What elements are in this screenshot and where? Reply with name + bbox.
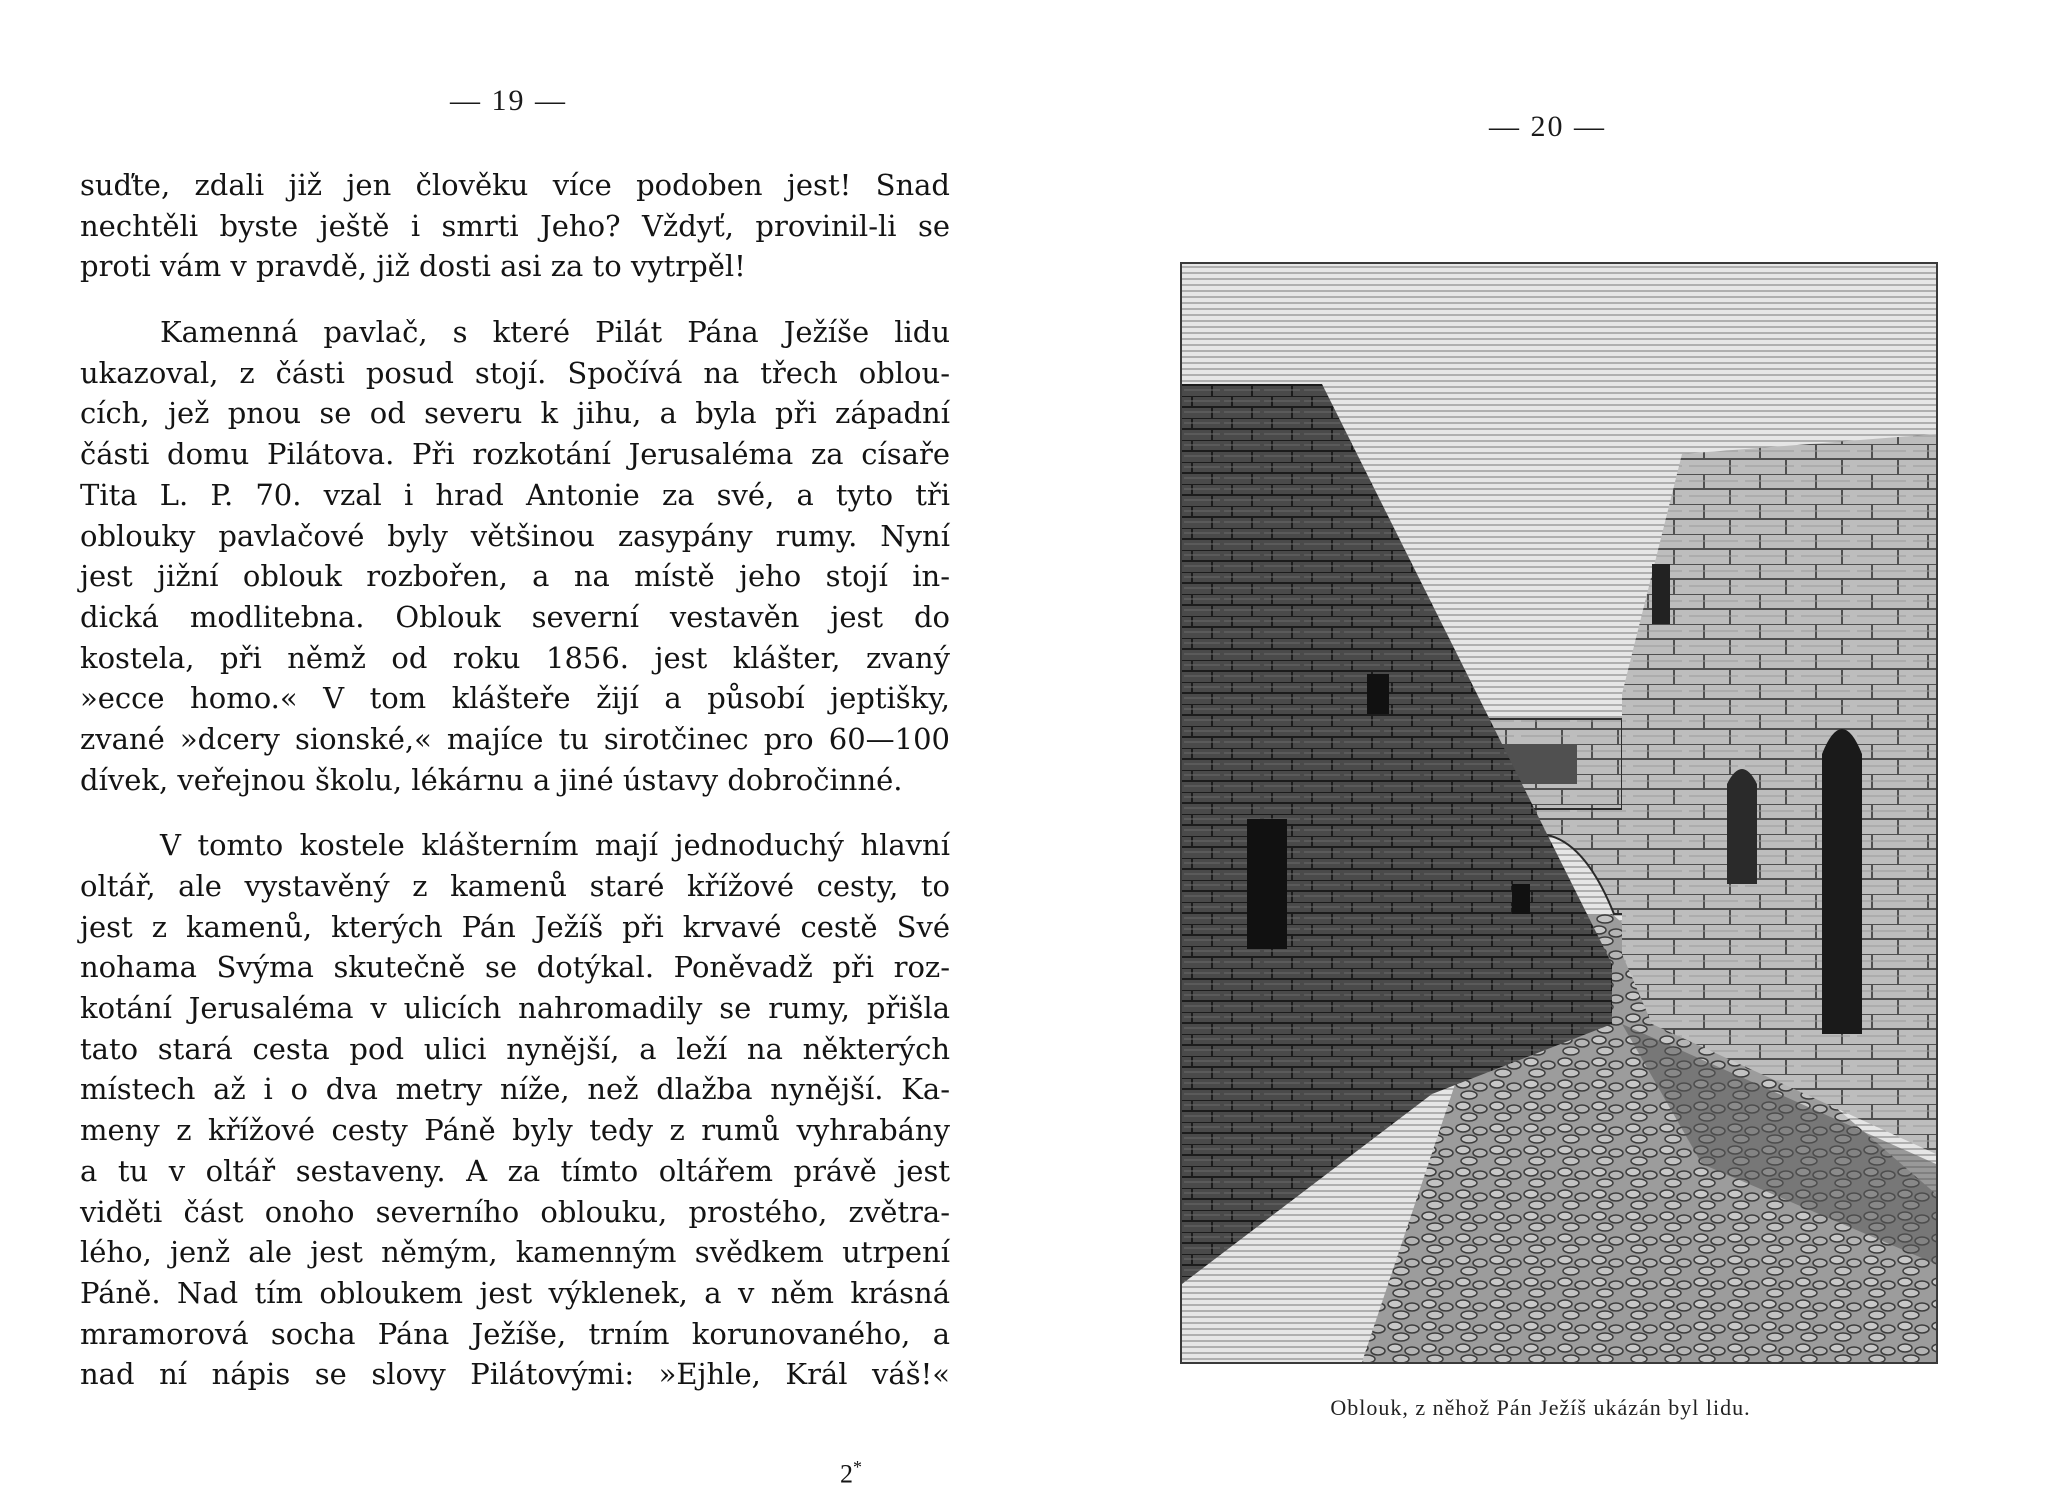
signature-number: 2 <box>840 1459 853 1489</box>
text-line: suďte, zdali již jen člověku více podoben jest! Snad <box>80 168 950 202</box>
left-window <box>1367 674 1389 714</box>
text-line: viděti část onoho severního oblouku, prostého, zvětra- <box>80 1194 950 1229</box>
text-line: V tomto kostele klášterním mají jednoduchý hlavní <box>160 828 950 863</box>
right-page <box>1027 0 2054 1500</box>
right-doorway <box>1727 769 1757 884</box>
text-line: ukazoval, z části posud stojí. Spočívá na třech oblou- <box>80 355 950 390</box>
text-line: kostela, při němž od roku 1856. jest klášter, zvaný <box>80 640 950 675</box>
text-line: »ecce homo.« V tom klášteře žijí a působí jeptišky, <box>80 681 950 716</box>
text-line: cích, jež pnou se od severu k jihu, a byla při západní <box>80 396 950 431</box>
figure-caption: Oblouk, z něhož Pán Ježíš ukázán byl lidu. <box>1330 1395 1751 1420</box>
right-doorway <box>1822 729 1862 1034</box>
text-line: proti vám v pravdě, již dosti asi za to vytrpěl! <box>80 249 746 284</box>
text-line: Tita L. P. 70. vzal i hrad Antonie za své, a tyto tři <box>80 477 950 512</box>
text-line: Páně. Nad tím obloukem jest výklenek, a v něm krásná <box>80 1275 950 1310</box>
left-window <box>1512 884 1530 914</box>
text-line: dívek, veřejnou školu, lékárnu a jiné ústavy dobročinné. <box>80 762 903 797</box>
text-line: jest z kamenů, kterých Pán Ježíš při krvavé cestě Své <box>80 909 950 944</box>
right-window <box>1652 564 1670 624</box>
text-line: zvané »dcery sionské,« majíce tu sirotčinec pro 60—100 <box>80 721 950 756</box>
text-line: jest jižní oblouk rozbořen, a na místě jeho stojí in- <box>80 559 950 594</box>
text-line: oltář, ale vystavěný z kamenů staré křížové cesty, to <box>80 869 950 903</box>
page-number-left: — 19 — <box>450 84 567 117</box>
text-line: nad ní nápis se slovy Pilátovými: »Ejhle, Král váš!« <box>80 1357 950 1392</box>
text-line: části domu Pilátova. Při rozkotání Jerusaléma za císaře <box>80 437 950 472</box>
text-line: lého, jenž ale jest němým, kamenným svědkem utrpení <box>80 1235 950 1270</box>
text-line: dická modlitebna. Oblouk severní vestavěn jest do <box>80 599 950 634</box>
text-line: kotání Jerusaléma v ulicích nahromadily se rumy, přišla <box>80 991 950 1026</box>
text-line: místech až i o dva metry níže, než dlažba nynější. Ka- <box>80 1072 950 1107</box>
page-number-right: — 20 — <box>1489 110 1606 143</box>
text-line: mramorová socha Pána Ježíše, trním korunovaného, a <box>80 1316 950 1351</box>
text-line: meny z křížové cesty Páně byly tedy z rumů vyhrabány <box>80 1113 950 1148</box>
signature-asterisk: * <box>853 1457 862 1477</box>
left-door <box>1247 819 1287 949</box>
body-text <box>80 165 950 1395</box>
text-line: oblouky pavlačové byly většinou zasypány rumy. Nyní <box>80 518 950 553</box>
signature-mark <box>840 1457 862 1490</box>
text-line: tato stará cesta pod ulici nynější, a leží na některých <box>80 1031 950 1066</box>
street-arch-engraving <box>1182 264 1936 1362</box>
text-line: nechtěli byste ještě i smrti Jeho? Vždyť, provinil-li se <box>80 208 950 243</box>
engraving-illustration <box>1180 262 1938 1364</box>
text-line: a tu v oltář sestaveny. A za tímto oltářem právě jest <box>80 1153 950 1188</box>
text-line: Kamenná pavlač, s které Pilát Pána Ježíše lidu <box>160 315 950 350</box>
text-line: nohama Svýma skutečně se dotýkal. Poněvadž při roz- <box>80 950 950 985</box>
